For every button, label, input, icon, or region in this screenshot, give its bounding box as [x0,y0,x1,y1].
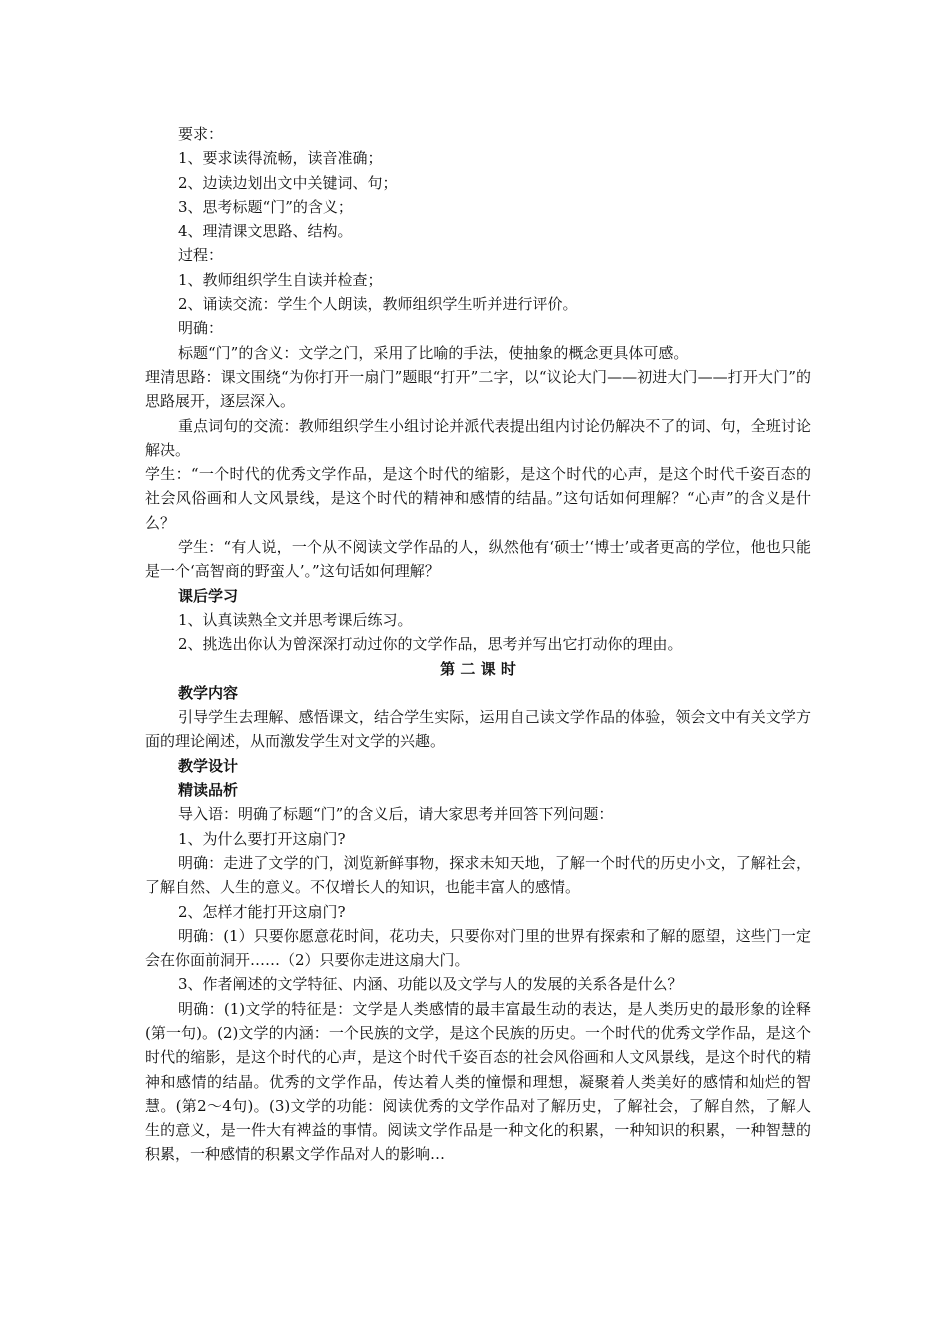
paragraph-intro: 导入语：明确了标题“门”的含义后，请大家思考并回答下列问题： [178,805,614,824]
paragraph-structure: 理清思路：课文围绕“为你打开一扇门”题眼“打开”二字，以“议论大门——初进大门——打开大门”的思路展开，逐层深入。 [145,367,811,411]
lesson-title-second: 第 二 课 时 [440,659,516,678]
paragraph-process-1: 1、教师组织学生自读并检查； [178,270,383,289]
section-heading-after-class: 课后学习 [178,586,239,605]
paragraph-student-question-2: 学生：“有人说，一个从不阅读文学作品的人，纵然他有‘硕士’‘博士’或者更高的学位，他也只能是一个‘高智商的野蛮人’。”这句话如何理解？ [145,538,811,581]
section-heading-content: 教学内容 [178,683,239,702]
section-heading-design: 教学设计 [178,756,239,775]
paragraph-answer-3: 明确：(1)文学的特征是：文学是人类感情的最丰富最生动的表达，是人类历史的最形象的诠释(第一句)。(2)文学的内涵：一个民族的文学，是这个民族的历史。一个时代的优秀文学作品，是这个时代的缩影，是这个时代的心声，是这个时代千姿百态的社会风俗画和人文风景线，是这个时代的精神和感情的结晶。优秀的文学作品，传达着人类的憧憬和理想，凝聚着人类美好的感情和灿烂的智慧。(第2～4句)。(3)文学的功能：阅读优秀的文学作品对了解历史，了解社会，了解自然，了解人生的意义，是一件大有裨益的事情。阅读文学作品是一种文化的积累，一种知识的积累，一种智慧的积累，一种感情的积累文学作品对人的影响… [145,999,811,1164]
paragraph-answer-2: 明确：(1）只要你愿意花时间，花功夫，只要你对门里的世界有探索和了解的愿望，这些门一定会在你面前洞开……（2）只要你走进这扇大门。 [145,926,811,970]
paragraph-key-sentences: 重点词句的交流：教师组织学生小组讨论并派代表提出组内讨论仍解决不了的词、句，全班讨论解决。 [145,416,811,459]
paragraph-homework-2: 2、挑选出你认为曾深深打动过你的文学作品，思考并写出它打动你的理由。 [178,635,683,654]
document-page [145,122,811,1167]
paragraph-process-2: 2、诵读交流：学生个人朗读，教师组织学生听并进行评价。 [178,295,578,314]
paragraph-question-1: 1、为什么要打开这扇门? [178,829,346,848]
paragraph-clarify-heading: 明确： [178,319,224,338]
paragraph-process-heading: 过程： [178,246,224,265]
paragraph-requirements-heading: 要求： [178,125,224,143]
paragraph-homework-1: 1、认真读熟全文并思考课后练习。 [178,610,413,629]
paragraph-student-question-1: 学生：“一个时代的优秀文学作品，是这个时代的缩影，是这个时代的心声，是这个时代千姿百态的社会风俗画和人文风景线，是这个时代的精神和感情的结晶。”这句话如何理解？“心声”的含义是什么？ [145,465,811,532]
paragraph-answer-1: 明确：走进了文学的门，浏览新鲜事物，探求未知天地，了解一个时代的历史小文，了解社会，了解自然、人生的意义。不仅增长人的知识，也能丰富人的感情。 [145,853,811,897]
paragraph-question-3: 3、作者阐述的文学特征、内涵、功能以及文学与人的发展的关系各是什么？ [178,975,683,994]
paragraph-content: 引导学生去理解、感悟课文，结合学生实际，运用自己读文学作品的体验，领会文中有关文学方面的理论阐述，从而激发学生对文学的兴趣。 [145,708,811,751]
paragraph-requirement-3: 3、思考标题“门”的含义； [178,197,353,216]
section-heading-close-reading: 精读品析 [178,781,239,800]
paragraph-title-meaning: 标题“门”的含义：文学之门，采用了比喻的手法，使抽象的概念更具体可感。 [178,343,689,362]
paragraph-requirement-4: 4、理清课文思路、结构。 [178,222,353,241]
paragraph-requirement-2: 2、边读边划出文中关键词、句； [178,173,398,192]
paragraph-question-2: 2、怎样才能打开这扇门? [178,902,346,921]
paragraph-requirement-1: 1、要求读得流畅，读音准确； [178,149,383,168]
